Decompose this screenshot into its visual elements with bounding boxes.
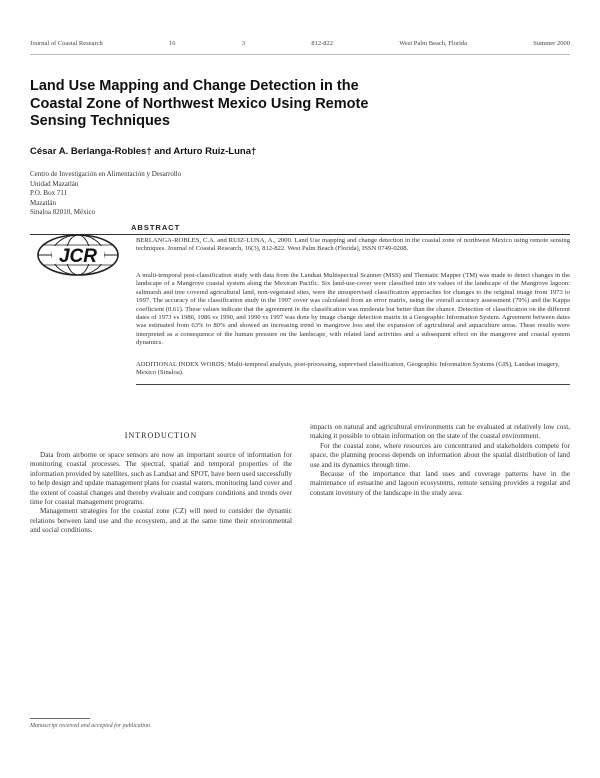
- paper-authors: César A. Berlanga-Robles† and Arturo Ruiz-Luna†: [30, 146, 257, 157]
- footnote: Manuscript received and accepted for publication.: [30, 723, 152, 729]
- paragraph: impacts on natural and agricultural environments can be evaluated at relatively low cost, making it possible to obtain information on the state of the coastal environment.: [310, 423, 570, 441]
- abstract-text: A multi-temporal post-classification study with data from the Landsat Multispectral Scanner (MSS) and Thematic Mapper (TM) was made to detect changes in the landscape of a Mangrove coastal system along the Mexican Pacific. Six land-use-cover were classified into six values of the landscape of the Mangrove lagoon: saltmarsh and tree covered agricultural land, non-vegetated sites, were the unsupervised classification approaches for changes to the original image from 1973 to 1997. The accuracy of the classification study in the 1997 cover was calculated from an error matrix, using the overall accuracy assessment (79%) and the Kappa coefficient (0.61). These values indicate that the agreement in the classification was moderate but better than the chance. Detection of classification on the different dates of 1973 vs 1986, 1986 vs 1990, and 1990 vs 1997 was done by image change detection matrix in a Geographic Information System. Agreement between dates was estimated from 63% to 80% and showed an increasing trend in mangrove loss and the expansion of agricultural and aquaculture areas. These results were interpreted as a consequence of the human pressure on the landscape, with related land activities and a subsequent effect on the mangrove and coastal system dynamics.: [136, 272, 570, 347]
- paragraph: Data from airborne or space sensors are now an important source of information for monitoring coastal processes. The spectral, spatial and temporal properties of the information provided by satellites, such as Landsat and SPOT, have been used successfully to help design and update management plans for coastal waters, monitoring land cover and the extent of coastal changes and thereby evaluate and compare conditions and trends over time for coastal management programs.: [30, 451, 292, 507]
- affiliation-line: Unidad Mazatlán: [30, 179, 79, 188]
- header-journal: Journal of Coastal Research: [30, 40, 103, 47]
- header-volume: 16: [169, 40, 176, 47]
- header-pages: 812-822: [311, 40, 334, 47]
- running-header: [30, 40, 570, 55]
- header-location: West Palm Beach, Florida: [399, 40, 468, 47]
- paragraph: Because of the importance that land uses and coverage patterns have in the maintenance of estuarine and lagoon ecosystems, remote sensing provides a regular and constant inventory of the landscape in the study area.: [310, 470, 570, 497]
- citation: BERLANGA-ROBLES, C.A. and RUIZ-LUNA, A., 2000. Land Use mapping and change detection in the coastal zone of northwest Mexico using remote sensing techniques. Journal of Coastal Research, 16(3), 812-822. West Palm Beach (Florida), ISSN 0749-0208.: [136, 237, 570, 253]
- logo-text: JCR: [58, 246, 98, 267]
- header-issue: 3: [241, 40, 246, 47]
- body-column-right: [310, 423, 570, 753]
- affiliation-line: Mazatlán: [30, 198, 57, 207]
- jcr-logo: [30, 232, 126, 278]
- abstract-divider: [136, 384, 570, 385]
- body-column-left: [30, 451, 292, 713]
- paper-title: Land Use Mapping and Change Detection in the Coastal Zone of Northwest Mexico Using Remote Sensing Techniques: [30, 78, 369, 129]
- index-keywords: ADDITIONAL INDEX WORDS: Multi-temporal analysis, post-processing, supervised classification, Geographic Information Systems (GIS), Landsat imagery, Mexico (Sinaloa).: [136, 361, 560, 377]
- header-date: Summer 2000: [533, 40, 570, 47]
- affiliation-line: Sinaloa 82010, México: [30, 208, 96, 216]
- footnote-divider: [30, 718, 90, 719]
- affiliation-line: Centro de Investigación en Alimentación y Desarrollo: [30, 170, 182, 178]
- affiliation-block: [30, 170, 181, 218]
- affiliation-line: P.O. Box 711: [30, 189, 68, 197]
- paragraph: Management strategies for the coastal zone (CZ) will need to consider the dynamic relations between land use and the ecosystem, and at the same time their environmental and social conditions.: [30, 507, 292, 535]
- introduction-heading: INTRODUCTION: [124, 431, 198, 440]
- abstract-label: ABSTRACT: [131, 223, 181, 232]
- paragraph: For the coastal zone, where resources are concentrated and stakeholders compete for space, the planning process depends on information about the spatial distribution of land use and its dynamics through time.: [310, 441, 570, 469]
